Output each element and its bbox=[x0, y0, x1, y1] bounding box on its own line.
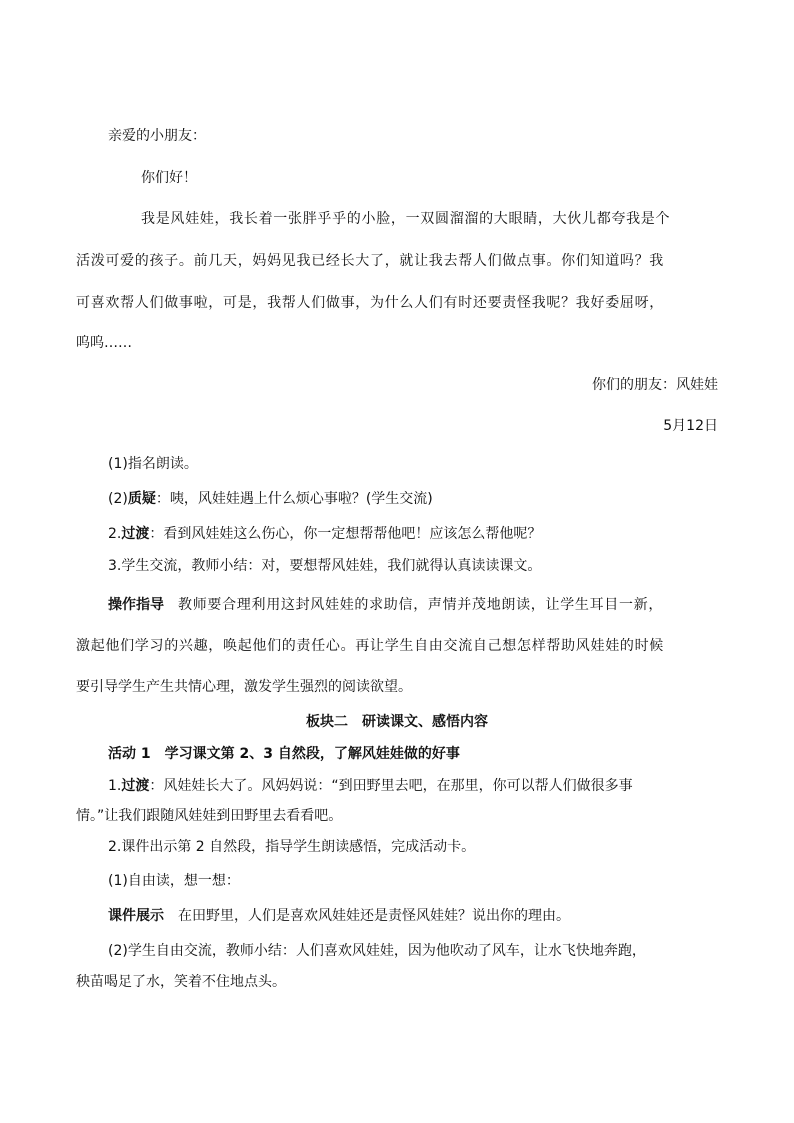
paragraph-line: 秧苗喝足了水，笑着不住地点头。 bbox=[76, 974, 286, 990]
paragraph-line: 情。”让我们跟随风娃娃到田野里去看看吧。 bbox=[76, 808, 343, 824]
guidance-label: 操作指导 bbox=[108, 597, 164, 613]
guidance-line: 激起他们学习的兴趣，唤起他们的责任心。再让学生自由交流自己想怎样帮助风娃娃的时候 bbox=[76, 638, 664, 654]
paragraph: (2)学生自由交流，教师小结：人们喜欢风娃娃，因为他吹动了风车，让水飞快地奔跑， bbox=[108, 943, 646, 959]
letter-salutation: 亲爱的小朋友： bbox=[108, 128, 206, 144]
step-item bbox=[108, 489, 433, 509]
step-keyword: 质疑 bbox=[127, 491, 156, 507]
paragraph bbox=[108, 776, 633, 796]
paragraph-keyword: 过渡 bbox=[121, 778, 150, 794]
paragraph: 2.课件出示第 2 自然段，指导学生朗读感悟，完成活动卡。 bbox=[108, 839, 476, 855]
step-item: 3.学生交流，教师小结：对，要想帮风娃娃，我们就得认真读读课文。 bbox=[108, 558, 542, 574]
courseware-text: 在田野里，人们是喜欢风娃娃还是责怪风娃娃？说出你的理由。 bbox=[178, 908, 570, 924]
letter-greeting: 你们好！ bbox=[141, 170, 197, 186]
courseware-label: 课件展示 bbox=[108, 908, 164, 924]
letter-body-line: 呜呜…… bbox=[76, 335, 132, 351]
paragraph-text: ：风娃娃长大了。风妈妈说：“到田野里去吧，在那里，你可以帮人们做很多事 bbox=[149, 778, 633, 794]
letter-body-line: 我是风娃娃，我长着一张胖乎乎的小脸，一双圆溜溜的大眼睛，大伙儿都夸我是个 bbox=[141, 211, 671, 227]
step-text: ：咦，风娃娃遇上什么烦心事啦？(学生交流) bbox=[155, 491, 433, 507]
step-text: ：看到风娃娃这么伤心，你一定想帮帮他吧！应该怎么帮他呢？ bbox=[149, 526, 542, 542]
activity-heading: 活动 1 学习课文第 2、3 自然段，了解风娃娃做的好事 bbox=[108, 746, 460, 762]
letter-signature: 你们的朋友：风娃娃 bbox=[592, 377, 718, 393]
paragraph-prefix: 1. bbox=[108, 778, 122, 794]
section-title: 板块二 研读课文、感悟内容 bbox=[306, 714, 488, 730]
letter-body-line: 可喜欢帮人们做事啦，可是，我帮人们做事，为什么人们有时还要责怪我呢？我好委屈呀， bbox=[76, 295, 664, 311]
step-keyword: 过渡 bbox=[121, 526, 150, 542]
guidance-line: 要引导学生产生共情心理，激发学生强烈的阅读欲望。 bbox=[76, 679, 412, 695]
step-prefix: 2. bbox=[108, 526, 122, 542]
guidance-text: 教师要合理利用这封风娃娃的求助信，声情并茂地朗读，让学生耳目一新， bbox=[178, 597, 664, 613]
step-item: (1)指名朗读。 bbox=[108, 456, 198, 472]
courseware-display bbox=[108, 906, 570, 926]
letter-body-line: 活泼可爱的孩子。前几天，妈妈见我已经长大了，就让我去帮人们做点事。你们知道吗？我 bbox=[76, 253, 664, 269]
paragraph: (1)自由读，想一想： bbox=[108, 873, 240, 889]
step-prefix: (2) bbox=[108, 491, 128, 507]
step-item bbox=[108, 524, 541, 544]
guidance-paragraph bbox=[108, 595, 663, 615]
letter-date: 5月12日 bbox=[663, 418, 718, 434]
